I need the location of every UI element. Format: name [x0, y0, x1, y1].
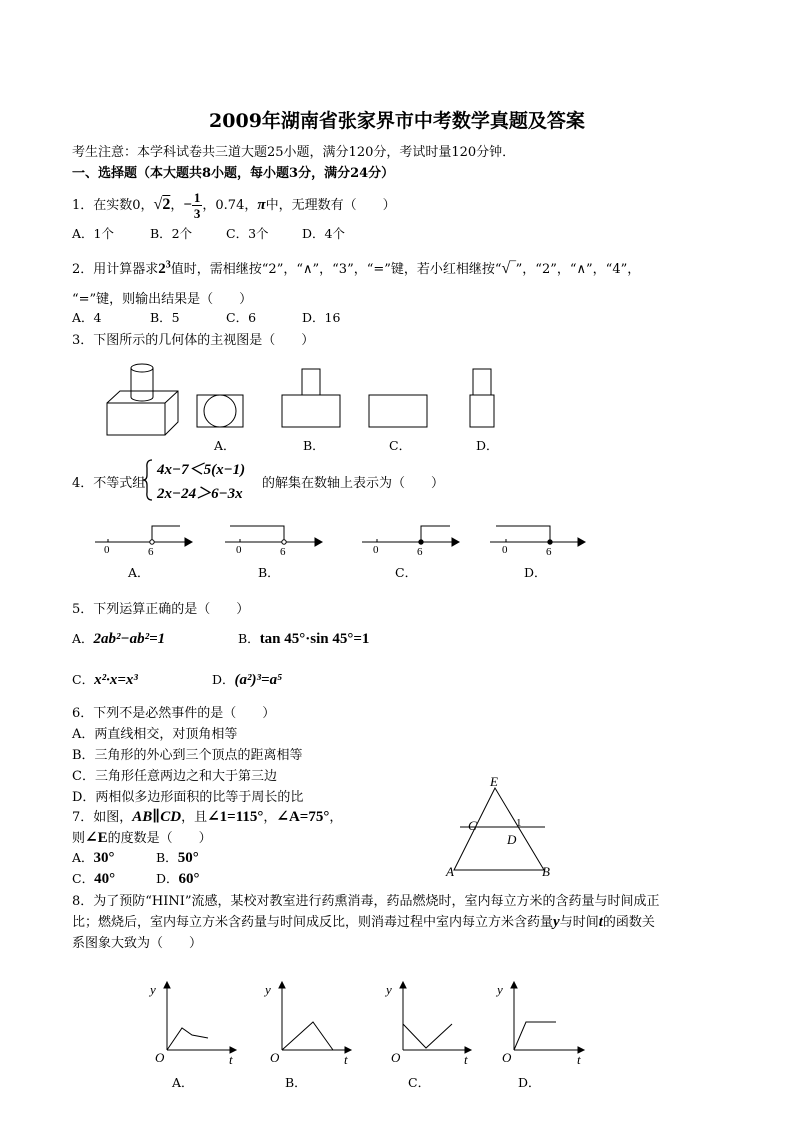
question-2-line2: “=”键，则输出结果是（ ） [72, 292, 253, 307]
q4-a-six: 6 [148, 546, 154, 558]
q4-c-six: 6 [417, 546, 423, 558]
q7-option-b: B．50° [156, 850, 199, 866]
q8-c-y: y [386, 982, 392, 997]
q8-b-y: y [265, 982, 271, 997]
q7-option-c: C．40° [72, 871, 116, 887]
question-8-line2: 比；燃烧后，室内每立方米含药量与时间成反比，则消毒过程中室内每立方米含药量y与时间t的函数关 [72, 914, 655, 930]
q8-a-origin: O [155, 1050, 165, 1065]
q4-inequality-1: 4x−7＜5(x−1) [157, 462, 246, 478]
q4-number-line-b [225, 526, 322, 546]
q3-option-a-figure [197, 395, 243, 427]
question-4-stem-a: 4．不等式组 [72, 476, 146, 491]
q3-option-b-figure [282, 369, 340, 427]
q7-label-d: D [507, 832, 517, 847]
q3-solid-figure [107, 364, 178, 435]
q4-d-zero: 0 [502, 544, 508, 556]
page-title: 2009年湖南省张家界市中考数学真题及答案 [209, 110, 585, 132]
q4-label-b: B． [258, 565, 280, 580]
q8-label-c: C． [408, 1075, 431, 1090]
q8-graphs [140, 978, 600, 1068]
q8-c-origin: O [391, 1050, 401, 1065]
q8-d-t: t [577, 1052, 581, 1067]
q2-option-a: A．4 [72, 310, 102, 325]
q5-option-a: A．2ab²−ab²=1 [72, 631, 166, 647]
q6-option-a: A．两直线相交，对顶角相等 [72, 727, 238, 742]
q6-option-d: D．两相似多边形面积的比等于周长的比 [72, 790, 304, 805]
q5-option-d: D．(a²)³=a⁵ [212, 672, 283, 688]
q6-option-c: C．三角形任意两边之和大于第三边 [72, 769, 277, 784]
q8-d-y: y [497, 982, 503, 997]
q8-graph-d [511, 982, 584, 1053]
q2-option-d: D．16 [302, 310, 341, 325]
question-7-line1: 7．如图，AB∥CD，且∠1=115°，∠A=75°， [72, 809, 343, 825]
q7-figure [440, 774, 560, 880]
q3-label-d: D． [476, 438, 499, 453]
q4-c-zero: 0 [373, 544, 379, 556]
question-3-stem: 3．下图所示的几何体的主视图是（ ） [72, 333, 315, 348]
q8-d-origin: O [502, 1050, 512, 1065]
q5-option-c: C．x²·x=x³ [72, 672, 138, 688]
q4-label-c: C． [395, 565, 418, 580]
q3-option-c-figure [369, 395, 427, 427]
section-heading: 一、选择题（本大题共8小题，每小题3分，满分24分） [72, 166, 395, 181]
q4-a-zero: 0 [104, 544, 110, 556]
question-7-line2: 则∠E的度数是（ ） [72, 830, 212, 846]
q8-label-a: A． [172, 1075, 194, 1090]
q8-c-t: t [464, 1052, 468, 1067]
question-2-line1: 2．用计算器求$2^3$值时，需相继按“2”，“∧”，“3”，“=”键，若小红相继按“√‾”，“2”，“∧”，“4”， [72, 259, 641, 277]
q7-label-b: B [542, 864, 550, 879]
q4-d-six: 6 [546, 546, 552, 558]
q5-option-b: B．tan 45°·sin 45°=1 [238, 631, 370, 647]
q7-option-a: A．30° [72, 850, 115, 866]
q7-label-c: C [468, 818, 477, 833]
q7-option-d: D．60° [156, 871, 200, 887]
question-5-stem: 5．下列运算正确的是（ ） [72, 602, 250, 617]
q4-label-a: A． [128, 565, 150, 580]
question-1-stem: 1．在实数0，√2，− $\frac{1}{3}$ ，0.74，π中，无理数有（ ） [72, 190, 396, 221]
q4-label-d: D． [524, 565, 547, 580]
q8-a-t: t [229, 1052, 233, 1067]
q4-number-lines [90, 518, 600, 558]
q4-inequality-2: 2x−24＞6−3x [157, 486, 243, 502]
q4-number-line-c [362, 526, 459, 546]
exam-notice: 考生注意：本学科试卷共三道大题25小题，满分120分，考试时量120分钟． [72, 145, 516, 160]
question-4-stem-b: 的解集在数轴上表示为（ ） [262, 476, 445, 491]
q8-graph-c [400, 982, 471, 1053]
q6-option-b: B．三角形的外心到三个顶点的距离相等 [72, 748, 303, 763]
q1-option-c: C．3个 [226, 226, 269, 241]
q1-option-d: D．4个 [302, 226, 345, 241]
q8-b-origin: O [270, 1050, 280, 1065]
q1-option-b: B．2个 [150, 226, 193, 241]
q3-label-a: A． [214, 438, 236, 453]
q3-option-d-figure [470, 369, 494, 427]
q2-option-c: C．6 [226, 310, 257, 325]
q4-number-line-a [95, 526, 192, 546]
q4-brace [142, 458, 154, 502]
q7-label-e: E [490, 774, 498, 789]
q2-option-b: B．5 [150, 310, 180, 325]
q8-graph-b [279, 982, 351, 1053]
q8-a-y: y [150, 982, 156, 997]
q3-label-c: C． [389, 438, 412, 453]
q7-label-1: 1 [516, 817, 522, 829]
q1-option-a: A．1个 [72, 226, 114, 241]
q7-label-a: A [446, 864, 454, 879]
question-8-line1: 8．为了预防“HINI”流感，某校对教室进行药熏消毒，药品燃烧时，室内每立方米的含药量与时间成正 [72, 894, 660, 909]
q8-graph-a [164, 982, 236, 1053]
question-6-stem: 6．下列不是必然事件的是（ ） [72, 706, 276, 721]
q8-label-d: D． [518, 1075, 541, 1090]
q8-b-t: t [344, 1052, 348, 1067]
question-8-line3: 系图象大致为（ ） [72, 936, 203, 951]
q4-b-six: 6 [280, 546, 286, 558]
q4-b-zero: 0 [236, 544, 242, 556]
q4-number-line-d [490, 526, 585, 546]
q8-label-b: B． [285, 1075, 307, 1090]
q3-label-b: B． [303, 438, 325, 453]
